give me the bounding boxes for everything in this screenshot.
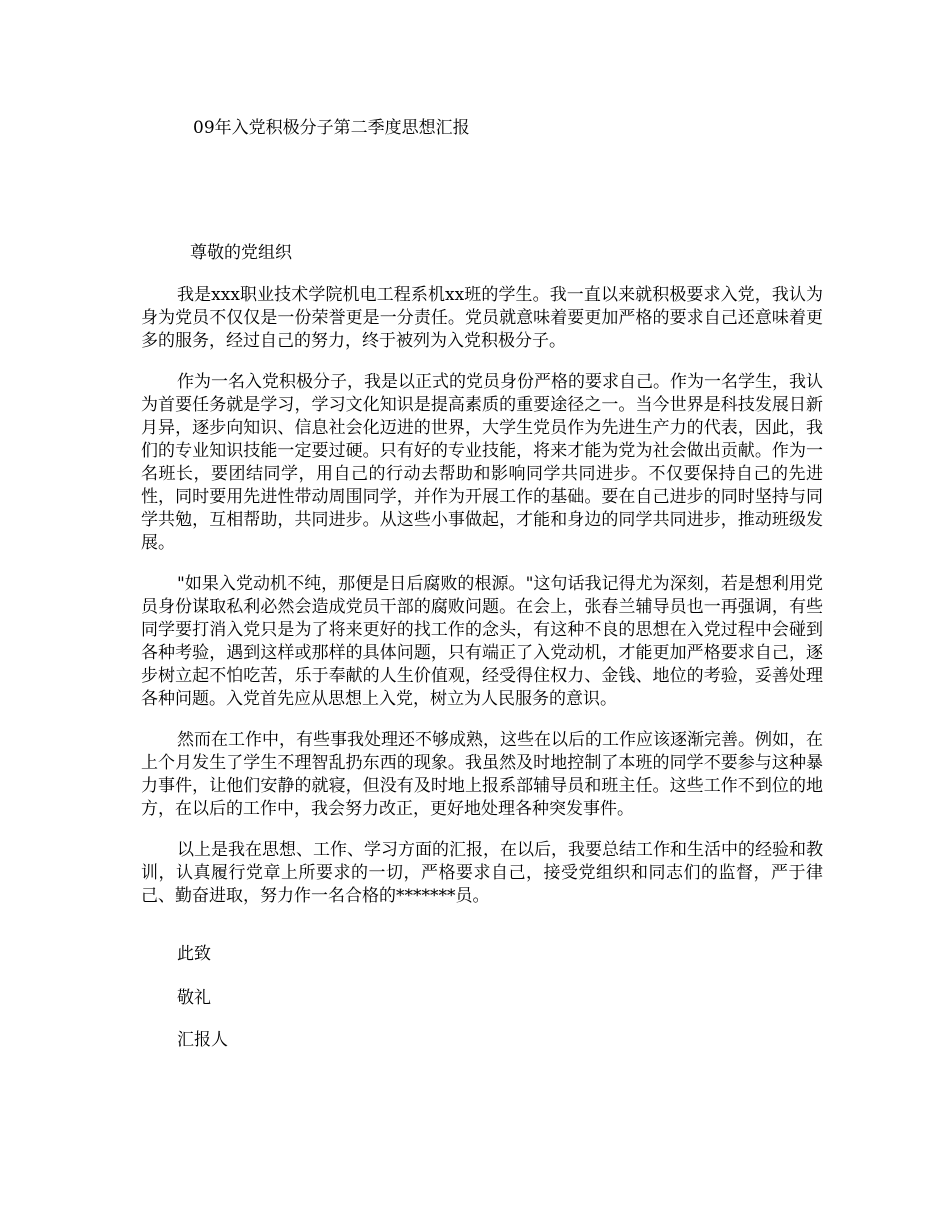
- salutation: 尊敬的党组织: [190, 243, 292, 263]
- document-body: [141, 284, 823, 926]
- closing-greeting: 此致: [177, 944, 211, 964]
- reporter-label: 汇报人: [177, 1030, 228, 1050]
- closing-salute: 敬礼: [177, 988, 211, 1008]
- paragraph-study: 作为一名入党积极分子，我是以正式的党员身份严格的要求自己。作为一名学生，我认为首要任务就是学习，学习文化知识是提高素质的重要途径之一。当今世界是科技发展日新月异，逐步向知识、信息社会化迈进的世界，大学生党员作为先进生产力的代表，因此，我们的专业知识技能一定要过硬。只有好的专业技能，将来才能为党为社会做出贡献。作为一名班长，要团结同学，用自己的行动去帮助和影响同学共同进步。不仅要保持自己的先进性，同时要用先进性带动周围同学，并作为开展工作的基础。要在自己进步的同时坚持与同学共勉，互相帮助，共同进步。从这些小事做起，才能和身边的同学共同进步，推动班级发展。: [141, 372, 823, 553]
- paragraph-motivation: "如果入党动机不纯，那便是日后腐败的根源。"这句话我记得尤为深刻，若是想利用党员身份谋取私利必然会造成党员干部的腐败问题。在会上，张春兰辅导员也一再强调，有些同学要打消入党只是为了将来更好的找工作的念头，有这种不良的思想在入党过程中会碰到各种考验，遇到这样或那样的具体问题，只有端正了入党动机，才能更加严格要求自己，逐步树立起不怕吃苦，乐于奉献的人生价值观，经受得住权力、金钱、地位的考验，妥善处理各种问题。入党首先应从思想上入党，树立为人民服务的意识。: [141, 574, 823, 709]
- paragraph-intro: 我是xxx职业技术学院机电工程系机xx班的学生。我一直以来就积极要求入党，我认为身为党员不仅仅是一份荣誉更是一分责任。党员就意味着要更加严格的要求自己还意味着更多的服务，经过自己的努力，终于被列为入党积极分子。: [141, 285, 823, 351]
- paragraph-summary: 以上是我在思想、工作、学习方面的汇报，在以后，我要总结工作和生活中的经验和教训，认真履行党章上所要求的一切，严格要求自己，接受党组织和同志们的监督，严于律己、勤奋进取，努力作一名合格的*******员。: [141, 840, 823, 906]
- document-title: 09年入党积极分子第二季度思想汇报: [193, 118, 470, 138]
- paragraph-shortcomings: 然而在工作中，有些事我处理还不够成熟，这些在以后的工作应该逐渐完善。例如，在上个月发生了学生不理智乱扔东西的现象。我虽然及时地控制了本班的同学不要参与这种暴力事件，让他们安静的就寝，但没有及时地上报系部辅导员和班主任。这些工作不到位的地方，在以后的工作中，我会努力改正，更好地处理各种突发事件。: [141, 730, 823, 819]
